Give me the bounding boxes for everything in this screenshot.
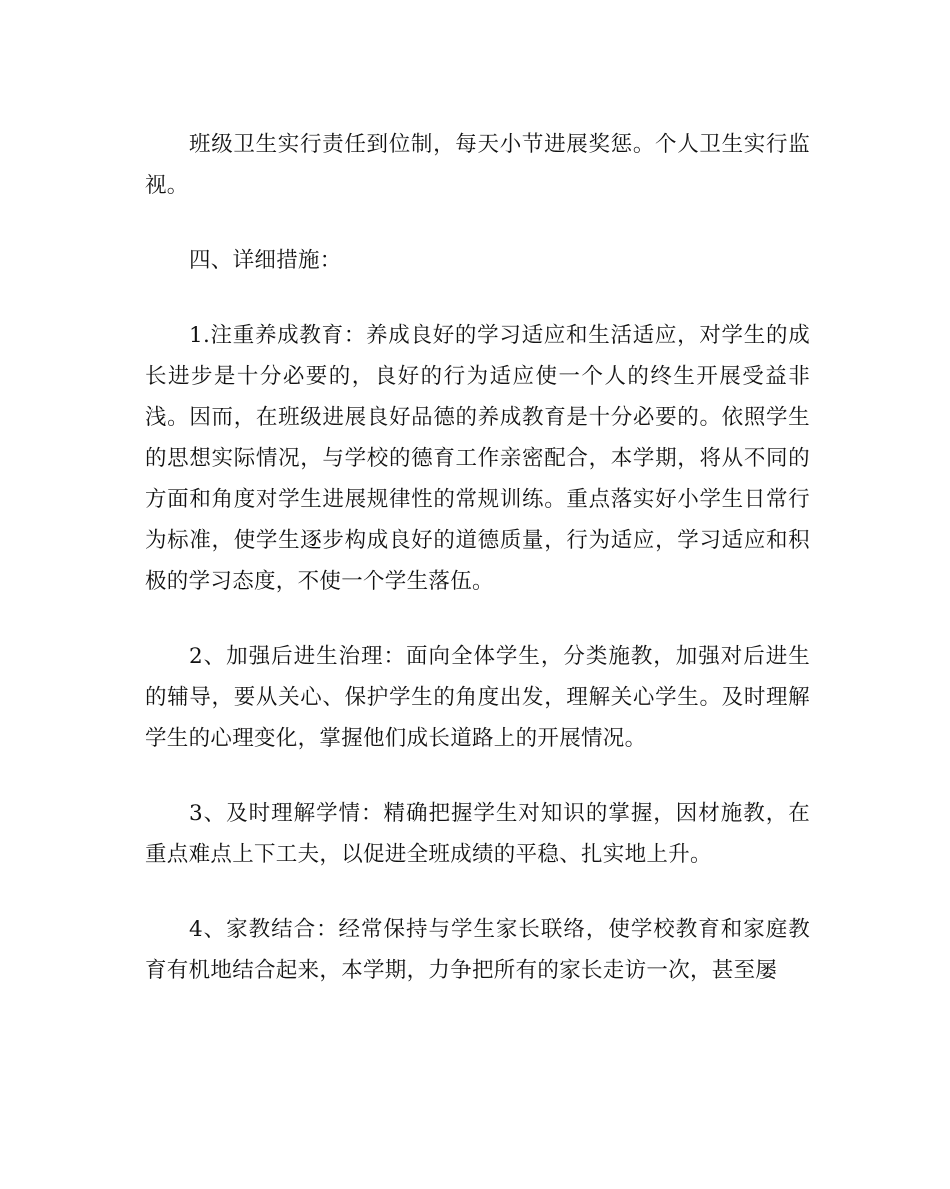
paragraph-habit-education: 1.注重养成教育：养成良好的学习适应和生活适应，对学生的成长进步是十分必要的，良好的行为适应使一个人的终生开展受益非浅。因而，在班级进展良好品德的养成教育是十分必要的。依照学生的思想实际情况，与学校的德育工作亲密配合，本学期，将从不同的方面和角度对学生进展规律性的常规训练。重点落实好小学生日常行为标准，使学生逐步构成良好的道德质量，行为适应，学习适应和积极的学习态度，不使一个学生落伍。 (145, 323, 810, 594)
paragraph-home-school: 4、家教结合：经常保持与学生家长联络，使学校教育和家庭教育有机地结合起来，本学期，力争把所有的家长走访一次，甚至屡 (145, 917, 810, 983)
section-heading-measures: 四、详细措施： (189, 248, 342, 273)
paragraph-underachiever-management: 2、加强后进生治理：面向全体学生，分类施教，加强对后进生的辅导，要从关心、保护学生的角度出发，理解关心学生。及时理解学生的心理变化，掌握他们成长道路上的开展情况。 (145, 644, 810, 751)
document-body (145, 124, 810, 1025)
paragraph-hygiene: 班级卫生实行责任到位制，每天小节进展奖惩。个人卫生实行监视。 (145, 132, 810, 198)
paragraph-learning-situation: 3、及时理解学情：精确把握学生对知识的掌握，因材施教，在重点难点上下工夫，以促进全班成绩的平稳、扎实地上升。 (145, 801, 810, 867)
